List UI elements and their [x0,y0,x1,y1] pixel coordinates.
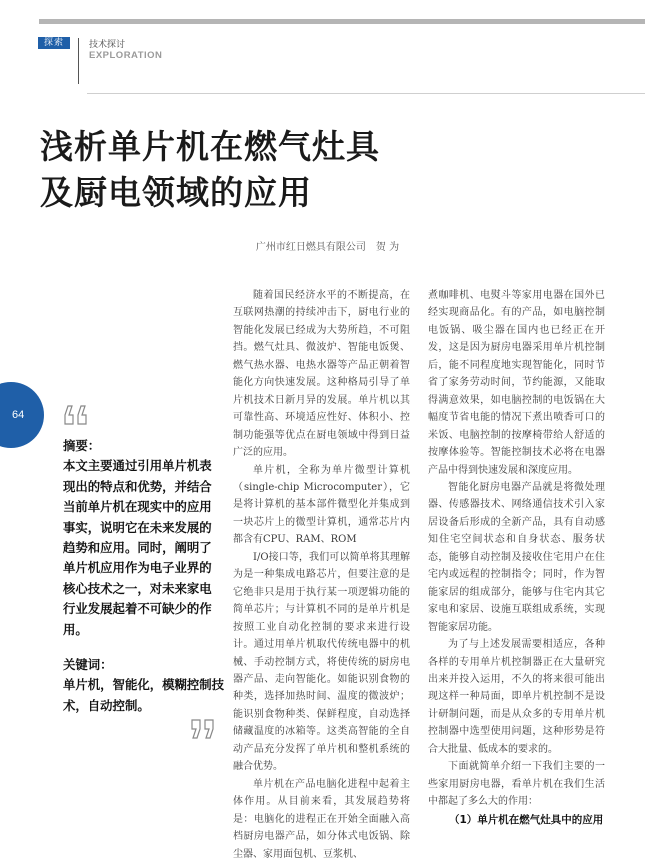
affiliation: 广州市红日燃具有限公司 [255,242,366,253]
keywords-text: 单片机，智能化，模糊控制技术，自动控制。 [63,677,225,713]
abstract-label: 摘要： [63,438,101,453]
keywords [63,655,225,716]
close-quote-icon [186,718,216,740]
header-divider [78,38,79,84]
open-quote-icon [62,404,92,426]
body-paragraph: 煮咖啡机、电熨斗等家用电器在国外已经实现商品化。有的产品，如电脑控制电饭锅、吸尘器在国内也已经正在开发，这是因为厨房电器采用单片机控制后，能不同程度地实现智能化，同时节省了家务劳动时间，节约能源，又能取得满意效果，如电脑控制的电饭锅在大幅度节省电能的情况下煮出喷香可口的米饭、电脑控制的按摩椅带给人舒适的按摩体验等。智能控制技术必将在电器产品中得到快速发展和深度应用。 [428,290,605,476]
body-paragraph: 单片机，全称为单片微型计算机（single-chip Microcomputer），它是将计算机的基本部件微型化并集成到一块芯片上的微型计算机，通常芯片内都含有CPU、RAM、ROM [233,464,410,546]
keywords-label: 关键词： [63,657,113,672]
body-paragraph: 下面就简单介绍一下我们主要的一些家用厨房电器，看单片机在我们生活中都起了多么大的作用： [428,761,605,808]
abstract-text: 本文主要通过引用单片机表现出的特点和优势，并结合当前单片机在现实中的应用事实，说明它在未来发展的趋势和应用。同时，阐明了单片机应用作为电子业界的核心技术之一，对未来家电行业发展起着不可缺少的作用。 [63,458,212,637]
title-line-1: 浅析单片机在燃气灶具 [40,127,380,166]
byline [0,238,645,253]
section-subheading: （1）单片机在燃气灶具中的应用 [449,813,604,826]
author: 贺 为 [375,242,400,253]
body-paragraph: 智能化厨房电器产品就是将微处理器、传感器技术、网络通信技术引入家居设备后形成的全新产品，具有自动感知住宅空间状态和自身状态、服务状态，能够自动控制及接收住宅用户在住宅内或远程的控制指令；同时，作为智能家居的组成部分，能够与住宅内其它家电和家居、设施互联组成系统，实现智能家居功能。 [428,481,605,633]
body-paragraph: 随着国民经济水平的不断提高，在互联网热潮的持续冲击下，厨电行业的智能化发展已经成为大势所趋，不可阻挡。燃气灶具、微波炉、智能电饭煲、燃气热水器、电热水器等产品正朝着智能化方向快速发展。这种格局引导了单片机技术日新月异的发展。单片机以其可靠性高、环境适应性好、体积小、控制功能强等优点在厨电领域中得到日益广泛的应用。 [233,290,410,459]
section-tag: 探索 [38,37,70,49]
title-line-2: 及厨电领域的应用 [40,173,312,212]
body-column-2 [428,287,605,829]
top-rule [39,19,645,24]
body-paragraph: I/O接口等，我们可以简单将其理解为是一种集成电路芯片，但要注意的是它绝非只是用于执行某一项逻辑功能的简单芯片；与计算机不同的是单片机是按照工业自动化控制的要求来进行设计。通过用单片机取代传统电器中的机械、手动控制方式，将使传统的厨房电器产品、走向智能化。如能识别食物的种类，选择加热时间、温度的微波炉；能识别食物种类、保鲜程度，自动选择储藏温度的冰箱等。这类高智能的全自动产品充分发挥了单片机和整机系统的融合优势。 [233,551,410,773]
abstract [63,436,223,640]
article-title [40,124,380,216]
column-name: 技术探讨 [89,40,126,50]
page-number: 64 [12,409,25,421]
body-paragraph: 为了与上述发展需要相适应，各种各样的专用单片机控制器正在大量研究出来并投入运用，不久的将来很可能出现这样一种局面，即单片机控制不是设计研制问题，而是从众多的专用单片机控制器中选型使用问题，这种形势是符合大批量、低成本的要求的。 [428,639,605,755]
header-rule [87,93,645,94]
column-name-english: EXPLORATION [89,50,163,61]
body-column-1 [233,287,410,863]
body-paragraph: 单片机在产品电脑化进程中起着主体作用。从目前来看，其发展趋势将是：电脑化的进程正在开始全面融入高档厨房电器产品，如分体式电饭锅、除尘器、家用面包机、豆浆机、 [233,778,410,860]
